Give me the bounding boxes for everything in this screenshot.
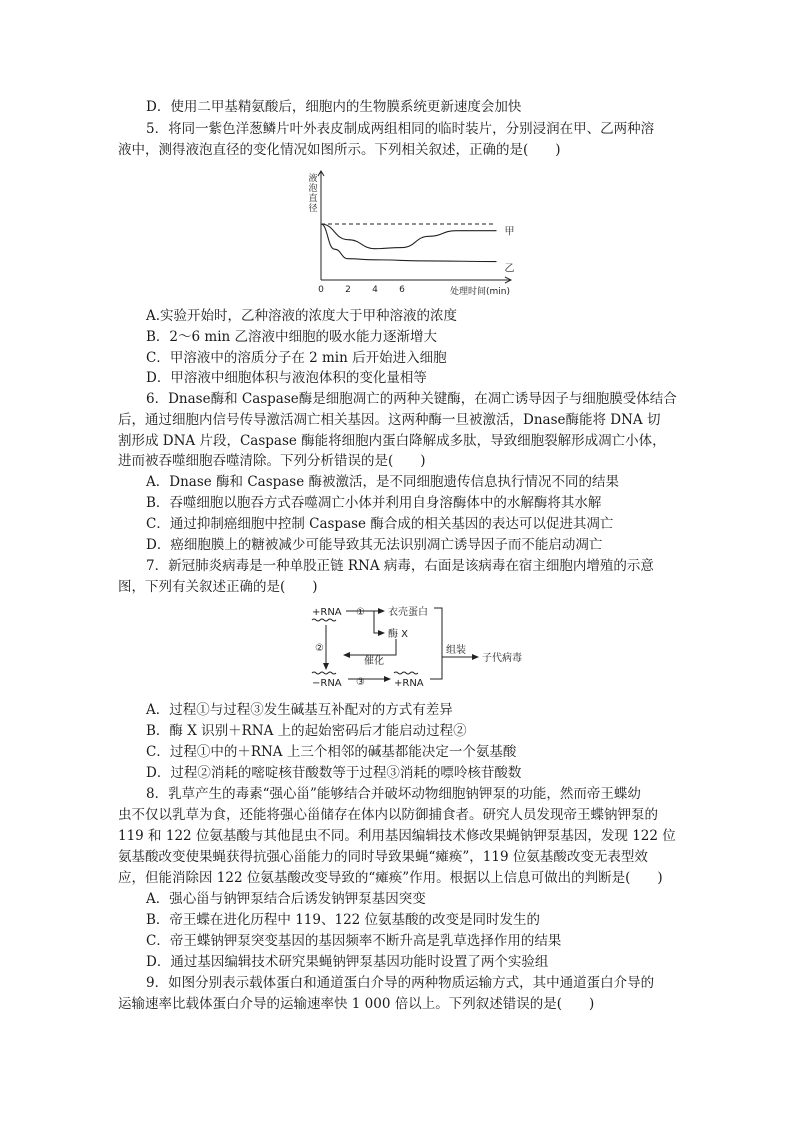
- q8-stem-line3: 119 和 122 位氨基酸与其他昆虫不同。利用基因编辑技术修改果蝇钠钾泵基因，发现 122 位: [118, 828, 676, 844]
- q5-option-d: D．甲溶液中细胞体积与液泡体积的变化量相等: [146, 370, 427, 386]
- q6-option-b: B．吞噬细胞以胞吞方式吞噬凋亡小体并利用自身溶酶体中的水解酶将其水解: [146, 495, 602, 511]
- q6-stem-line1: 6．Dnase酶和 Caspase酶是细胞凋亡的两种关键酶，在凋亡诱导因子与细胞膜受体结合: [146, 391, 677, 407]
- q6-option-a: A．Dnase 酶和 Caspase 酶被激活，是不同细胞遗传信息执行情况不同的结果: [146, 474, 620, 490]
- series-label-yi: 乙: [504, 263, 515, 275]
- q9-stem-line2: 运输速率比载体蛋白介导的运输速率快 1 000 倍以上。下列叙述错误的是( ): [118, 996, 595, 1012]
- plus-rna2-wave-icon: [394, 672, 418, 674]
- arrow-catalyze: [344, 639, 396, 655]
- chart-axes: [318, 171, 511, 283]
- series-label-jia: 甲: [504, 226, 515, 238]
- minus-rna-wave-icon: [312, 672, 336, 674]
- q8-option-b: B．帝王蝶在进化历程中 119、122 位氨基酸的改变是同时发生的: [146, 912, 541, 928]
- q8-stem-line5: 应，但能消除因 122 位氨基酸改变导致的“瘫痪”作用。根据以上信息可做出的判断是( ): [118, 870, 663, 886]
- q8-stem-line4: 氨基酸改变使果蝇获得抗强心甾能力的同时导致果蝇“瘫痪”，119 位氨基酸改变无表型效: [118, 849, 648, 865]
- q8-stem-line2: 虫不仅以乳草为食，还能将强心甾储存在体内以防御捕食者。研究人员发现帝王蝶钠钾泵的: [118, 807, 658, 823]
- enzyme-x-label: 酶 X: [388, 629, 409, 640]
- x-tick-4: 4: [372, 285, 378, 295]
- coat-protein-label: 衣壳蛋白: [388, 607, 428, 618]
- q5-stem-line1: 5．将同一紫色洋葱鳞片叶外表皮制成两组相同的临时装片，分别浸润在甲、乙两种溶: [146, 121, 655, 137]
- svg-text:泡: 泡: [308, 184, 318, 194]
- x-tick-6: 6: [399, 285, 405, 295]
- step3-label: ③: [356, 677, 365, 688]
- plus-rna2-label: +RNA: [394, 678, 424, 689]
- progeny-virus-label: 子代病毒: [482, 653, 522, 664]
- arrow-enzyme-x: [374, 611, 384, 633]
- series-layer: [321, 224, 515, 275]
- step1-label: ①: [356, 607, 365, 618]
- svg-text:径: 径: [308, 204, 318, 214]
- x-tick-layer: [318, 285, 405, 295]
- q9-stem-line1: 9．如图分别表示载体蛋白和通道蛋白介导的两种物质运输方式，其中通道蛋白介导的: [146, 975, 655, 991]
- q7-option-b: B．酶 X 识别＋RNA 上的起始密码后才能启动过程②: [146, 723, 467, 739]
- q6-option-c: C．通过抑制癌细胞中控制 Caspase 酶合成的相关基因的表达可以促进其凋亡: [146, 516, 614, 532]
- q7-option-c: C．过程①中的＋RNA 上三个相邻的碱基都能决定一个氨基酸: [146, 744, 517, 760]
- x-tick-2: 2: [345, 285, 351, 295]
- q8-option-d: D．通过基因编辑技术研究果蝇钠钾泵基因功能时设置了两个实验组: [146, 954, 549, 970]
- q7-option-d: D．过程②消耗的嘧啶核苷酸数等于过程③消耗的嘌呤核苷酸数: [146, 765, 522, 781]
- y-axis-label: [308, 172, 317, 214]
- q5-option-b: B．2～6 min 乙溶液中细胞的吸水能力逐渐增大: [146, 329, 437, 345]
- plus-rna-label: +RNA: [312, 607, 342, 618]
- q6-stem-line3: 割形成 DNA 片段，Caspase 酶能将细胞内蛋白降解成多肽，导致细胞裂解形成凋亡小体，: [118, 433, 666, 449]
- q6-stem-line2: 后，通过细胞内信号传导激活凋亡相关基因。这两种酶一旦被激活，Dnase酶能将 DNA 切: [118, 412, 661, 428]
- series-line-jia: [321, 224, 497, 249]
- vacuole-diameter-chart: [300, 168, 520, 300]
- q4-option-d: D．使用二甲基精氨酸后，细胞内的生物膜系统更新速度会加快: [146, 99, 522, 115]
- q5-option-c: C．甲溶液中的溶质分子在 2 min 后开始进入细胞: [146, 350, 447, 366]
- svg-text:直: 直: [308, 194, 318, 204]
- assembly-bracket: [430, 608, 442, 679]
- virus-replication-diagram: [306, 603, 556, 689]
- q6-option-d: D．癌细胞膜上的糖被减少可能导致其无法识别凋亡诱导因子而不能启动凋亡: [146, 537, 603, 553]
- q7-option-a: A．过程①与过程③发生碱基互补配对的方式有差异: [146, 702, 453, 718]
- x-tick-0: 0: [318, 285, 324, 295]
- q7-stem-line1: 7．新冠肺炎病毒是一种单股正链 RNA 病毒，右面是该病毒在宿主细胞内增殖的示意: [146, 558, 654, 574]
- q8-option-a: A．强心甾与钠钾泵结合后诱发钠钾泵基因突变: [146, 891, 426, 907]
- series-line-yi: [321, 224, 497, 262]
- q8-stem-line1: 8．乳草产生的毒素“强心甾”能够结合并破坏动物细胞钠钾泵的功能，然而帝王蝶幼: [146, 786, 641, 802]
- q5-option-a: A.实验开始时，乙种溶液的浓度大于甲种溶液的浓度: [146, 308, 458, 324]
- q6-stem-line4: 进而被吞噬细胞吞噬清除。下列分析错误的是( ): [118, 453, 426, 469]
- x-axis-label: 处理时间(min): [450, 287, 510, 297]
- q7-stem-line2: 图，下列有关叙述正确的是( ): [118, 579, 318, 595]
- q5-stem-line2: 液中，测得液泡直径的变化情况如图所示。下列相关叙述，正确的是( ): [118, 142, 561, 158]
- assemble-label: 组装: [446, 645, 466, 656]
- step2-label: ②: [315, 643, 324, 654]
- q8-option-c: C．帝王蝶钠钾泵突变基因的基因频率不断升高是乳草选择作用的结果: [146, 933, 562, 949]
- svg-text:液: 液: [308, 174, 318, 184]
- minus-rna-label: −RNA: [312, 678, 342, 689]
- catalyze-label: 催化: [364, 656, 384, 667]
- plus-rna-wave-icon: [312, 619, 336, 621]
